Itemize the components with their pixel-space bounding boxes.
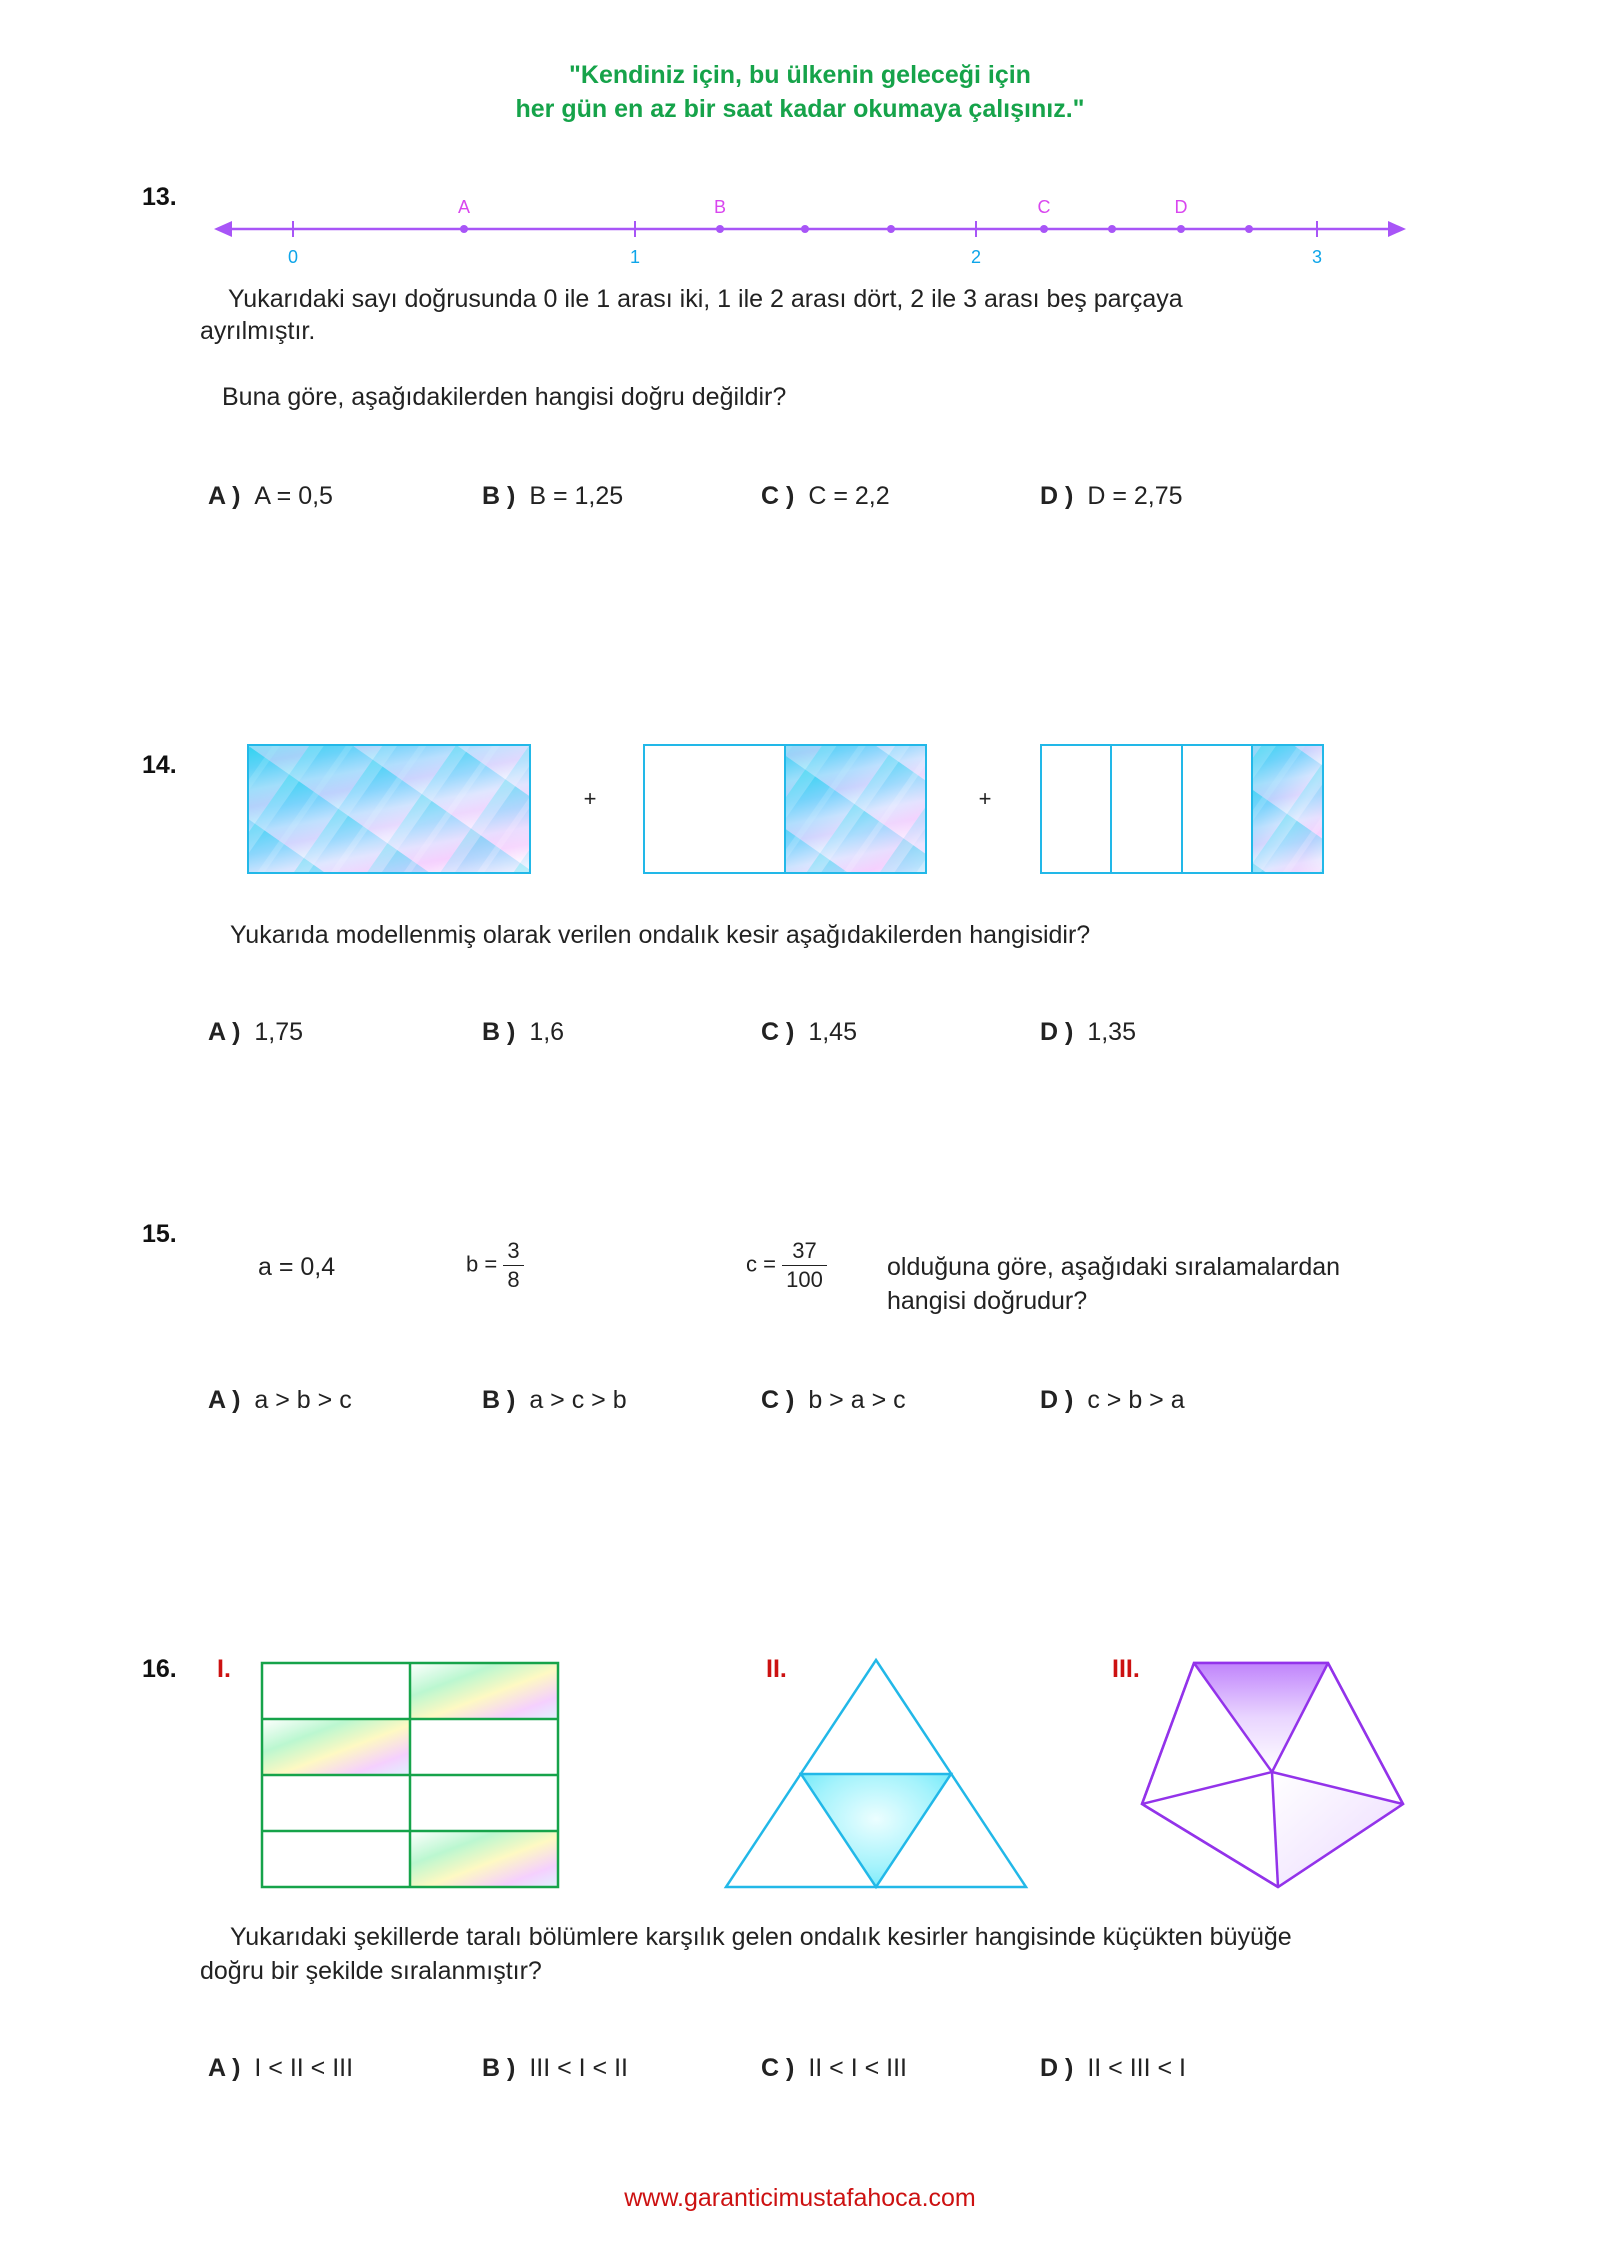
option-letter: B ) (482, 1018, 516, 1046)
q14-option-d[interactable] (1040, 1018, 1136, 1047)
model-quarter-empty (1111, 745, 1182, 873)
option-text: I < II < III (254, 2054, 354, 2082)
q14-option-a[interactable] (208, 1018, 303, 1047)
option-text: b > a > c (808, 1386, 906, 1414)
option-letter: C ) (761, 1018, 795, 1046)
fraction-c (782, 1238, 827, 1293)
fraction-c-numerator: 37 (782, 1238, 827, 1266)
model-whole-texture (248, 745, 530, 873)
fraction-model (240, 740, 1340, 880)
option-text: c > b > a (1087, 1386, 1185, 1414)
q16-option-d[interactable] (1040, 2054, 1186, 2083)
q15-option-d[interactable] (1040, 1386, 1185, 1415)
q13-question: Buna göre, aşağıdakilerden hangisi doğru değildir? (222, 383, 787, 411)
q16-text-line-1: Yukarıdaki şekillerde taralı bölümlere karşılık gelen ondalık kesirler hangisinde küçükten büyüğe (230, 1923, 1292, 1951)
q16-option-a[interactable] (208, 2054, 353, 2083)
expr-a: a = 0,4 (258, 1253, 336, 1281)
option-letter: D ) (1040, 1386, 1074, 1414)
motto-line-1: "Kendiniz için, bu ülkenin geleceği için (569, 61, 1031, 89)
option-text: B = 1,25 (529, 482, 624, 510)
division-dot (1245, 225, 1253, 233)
grid-cell-shaded (262, 1719, 410, 1775)
option-letter: A ) (208, 2054, 241, 2082)
option-letter: D ) (1040, 2054, 1074, 2082)
q15-option-a[interactable] (208, 1386, 352, 1415)
q15-option-b[interactable] (482, 1386, 627, 1415)
figure-1-grid (262, 1663, 558, 1887)
expr-c-prefix: c = (746, 1251, 776, 1277)
figure-label-1: I. (217, 1655, 231, 1683)
plus-sign-1: + (583, 786, 597, 811)
label-a: A (457, 197, 471, 217)
expr-b (466, 1238, 524, 1293)
fraction-b-numerator: 3 (503, 1238, 523, 1266)
figure-2-triangle (726, 1660, 1026, 1887)
option-text: a > b > c (254, 1386, 352, 1414)
option-letter: A ) (208, 1386, 241, 1414)
model-quarter-empty (1182, 745, 1252, 873)
grid-cell-shaded (410, 1663, 558, 1719)
plus-sign-2: + (978, 786, 992, 811)
motto-line-2: her gün en az bir saat kadar okumaya çalışınız." (515, 95, 1085, 123)
tick-label-3: 3 (1311, 247, 1323, 267)
point-a-dot (460, 225, 468, 233)
tick-label-2: 2 (970, 247, 982, 267)
option-letter: C ) (761, 1386, 795, 1414)
tick-label-1: 1 (629, 247, 641, 267)
option-letter: B ) (482, 1386, 516, 1414)
q14-option-c[interactable] (761, 1018, 857, 1047)
fraction-b-denominator: 8 (507, 1267, 520, 1292)
figure-label-3: III. (1112, 1655, 1140, 1683)
option-text: 1,45 (808, 1018, 857, 1046)
shape-figures (250, 1650, 1420, 1900)
model-quarter-empty (1041, 745, 1111, 873)
question-15-number: 15. (142, 1220, 177, 1248)
q13-option-c[interactable] (761, 482, 890, 511)
division-dot (801, 225, 809, 233)
fraction-c-denominator: 100 (786, 1267, 823, 1292)
option-letter: B ) (482, 2054, 516, 2082)
option-text: 1,35 (1087, 1018, 1136, 1046)
option-letter: C ) (761, 2054, 795, 2082)
q15-text-line-1: olduğuna göre, aşağıdaki sıralamalardan (887, 1253, 1341, 1281)
q14-text: Yukarıda modellenmiş olarak verilen ondalık kesir aşağıdakilerden hangisidir? (230, 921, 1091, 949)
option-text: 1,75 (254, 1018, 304, 1046)
option-letter: C ) (761, 482, 795, 510)
division-dot (1040, 225, 1048, 233)
expr-b-prefix: b = (466, 1251, 498, 1277)
footer-url-link[interactable]: www.garanticimustafahoca.com (624, 2184, 976, 2212)
option-text: 1,6 (529, 1018, 565, 1046)
figure-3-pentagon (1142, 1663, 1403, 1887)
option-letter: D ) (1040, 482, 1074, 510)
label-b: B (713, 197, 727, 217)
number-line (200, 185, 1420, 275)
option-letter: A ) (208, 482, 241, 510)
option-text: III < I < II (529, 2054, 628, 2082)
model-half-empty (644, 745, 785, 873)
fraction-b (503, 1238, 523, 1293)
option-letter: D ) (1040, 1018, 1074, 1046)
option-text: II < III < I (1087, 2054, 1186, 2082)
division-dot (887, 225, 895, 233)
label-d: D (1174, 197, 1188, 217)
option-text: D = 2,75 (1087, 482, 1183, 510)
q14-option-b[interactable] (482, 1018, 564, 1047)
option-text: II < I < III (808, 2054, 907, 2082)
question-16-number: 16. (142, 1655, 177, 1683)
division-dot (1177, 225, 1185, 233)
q13-text-line-1: Yukarıdaki sayı doğrusunda 0 ile 1 arası iki, 1 ile 2 arası dört, 2 ile 3 arası beş parçaya (228, 285, 1183, 313)
q13-option-b[interactable] (482, 482, 623, 511)
option-text: C = 2,2 (808, 482, 890, 510)
tick-label-0: 0 (287, 247, 299, 267)
q13-text-line-2: ayrılmıştır. (200, 317, 316, 345)
q15-option-c[interactable] (761, 1386, 906, 1415)
q16-option-c[interactable] (761, 2054, 907, 2083)
option-text: A = 0,5 (254, 482, 333, 510)
q13-option-d[interactable] (1040, 482, 1183, 511)
question-13-number: 13. (142, 183, 177, 211)
option-text: a > c > b (529, 1386, 627, 1414)
q16-option-b[interactable] (482, 2054, 628, 2083)
division-dot (716, 225, 724, 233)
expr-c (746, 1238, 827, 1293)
option-letter: B ) (482, 482, 516, 510)
q13-option-a[interactable] (208, 482, 333, 511)
q16-text-line-2: doğru bir şekilde sıralanmıştır? (200, 1957, 542, 1985)
division-dot (1108, 225, 1116, 233)
question-14-number: 14. (142, 751, 177, 779)
option-letter: A ) (208, 1018, 241, 1046)
grid-cell-shaded (410, 1831, 558, 1887)
left-arrow-icon (214, 221, 232, 237)
right-arrow-icon (1388, 221, 1406, 237)
figure-label-2: II. (766, 1655, 787, 1683)
q15-text-line-2: hangisi doğrudur? (887, 1287, 1088, 1315)
label-c: C (1037, 197, 1051, 217)
